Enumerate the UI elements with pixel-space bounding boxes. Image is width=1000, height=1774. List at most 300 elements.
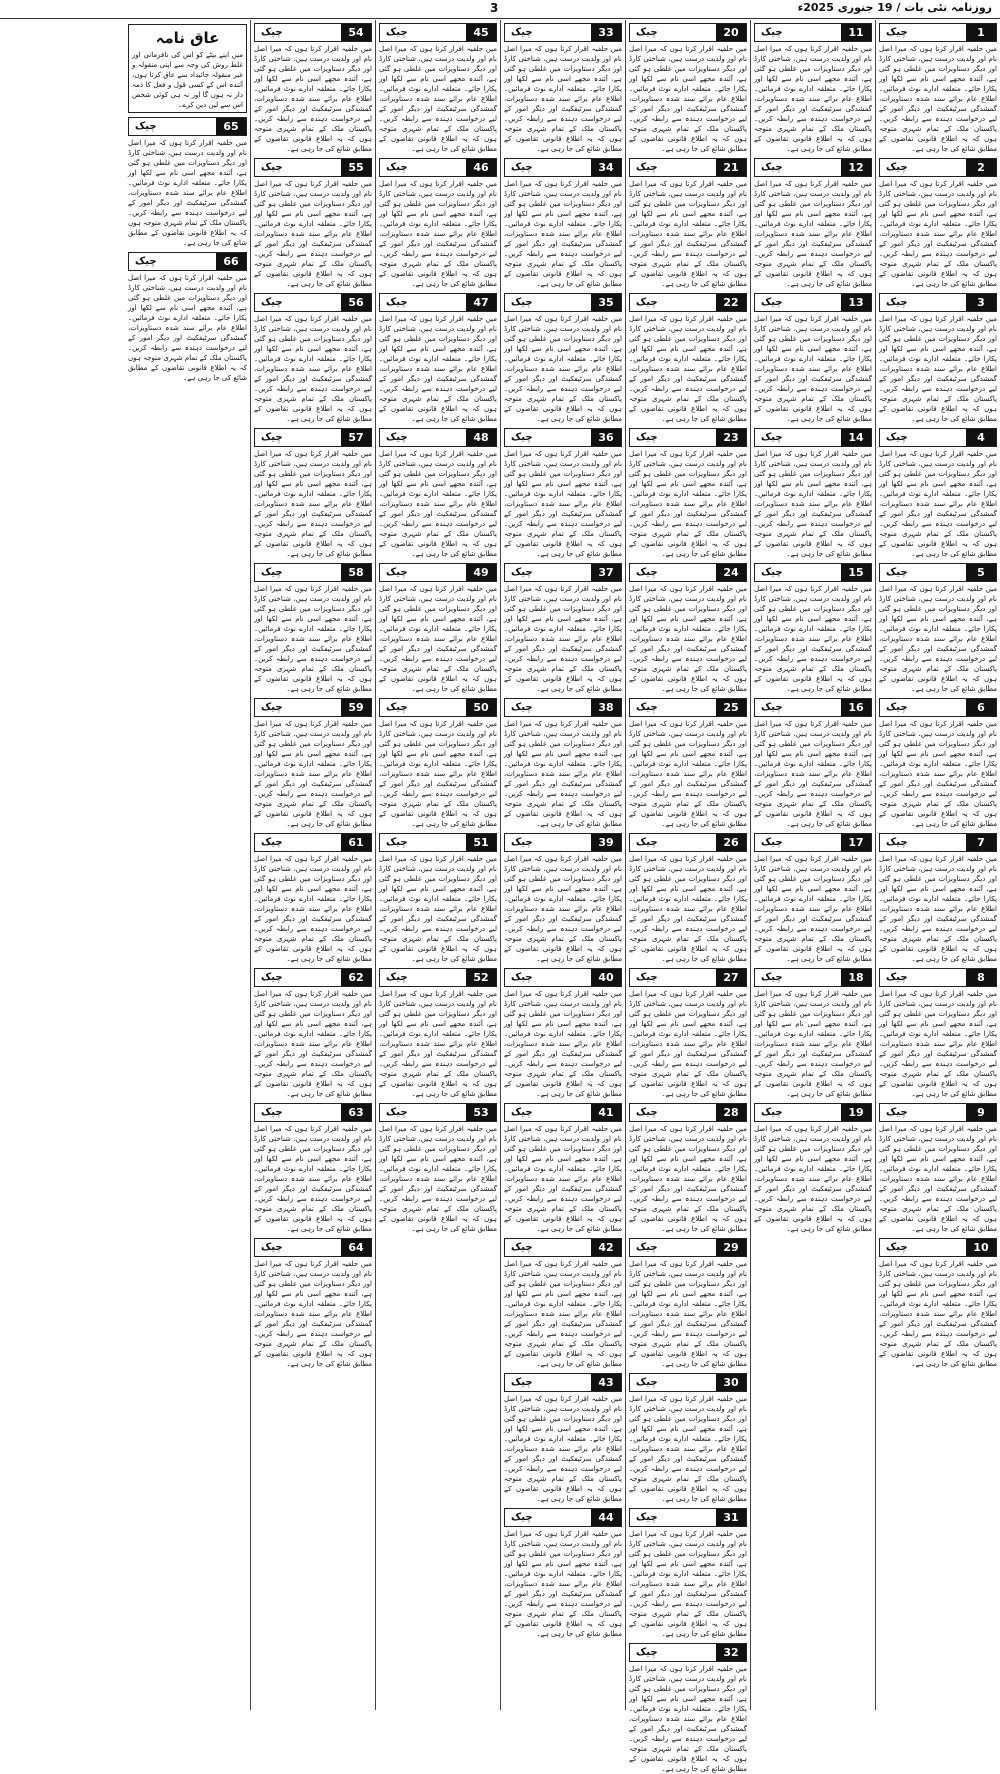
notice-item [879,698,997,829]
notice-item [254,428,372,559]
notice-number: 26 [716,834,746,851]
notice-header [629,158,747,177]
notice-header [504,1508,622,1527]
masthead [0,0,1000,19]
notice-text: میں حلفیہ اقرار کرتا ہوں کہ میرا اصل نام اور ولدیت درست ہیں، شناختی کارڈ اور دیگر دستاویزات میں غلطی ہو گئی ہے، آئندہ مجھے اسی نام سے لکھا اور پکارا جائے۔ متعلقہ ادارے نوٹ فرمائیں۔ اطلاع عام برائے سند شدہ دستاویزات، گمشدگی سرٹیفکیٹ اور دیگر امور کے لیے درخواست دہندہ سے رابطہ کریں۔ پاکستان ملک کے تمام شہری متوجہ ہوں کہ یہ اطلاع قانونی تقاضوں کے مطابق شائع کی جا رہی ہے۔ [254,585,372,693]
notice-text: میں حلفیہ اقرار کرتا ہوں کہ میرا اصل نام اور ولدیت درست ہیں، شناختی کارڈ اور دیگر دستاویزات میں غلطی ہو گئی ہے، آئندہ مجھے اسی نام سے لکھا اور پکارا جائے۔ متعلقہ ادارے نوٹ فرمائیں۔ اطلاع عام برائے سند شدہ دستاویزات، گمشدگی سرٹیفکیٹ اور دیگر امور کے لیے درخواست دہندہ سے رابطہ کریں۔ پاکستان ملک کے تمام شہری متوجہ ہوں کہ یہ اطلاع قانونی تقاضوں کے مطابق شائع کی جا رہی ہے۔ [379,180,497,288]
notice-label: چیک [886,297,908,308]
notice-header [504,23,622,42]
notice-number: 11 [841,24,871,41]
notice-header [754,23,872,42]
notice-section [128,24,247,113]
notice-header [504,1373,622,1392]
notice-header [379,293,497,312]
notice-header [504,968,622,987]
notice-label: چیک [636,972,658,983]
notice-header [379,23,497,42]
notice-label: چیک [386,702,408,713]
notice-label: چیک [636,162,658,173]
notice-label: چیک [386,972,408,983]
notice-item [879,158,997,289]
notice-number: 48 [466,429,496,446]
notice-label: چیک [761,972,783,983]
notice-text: میں حلفیہ اقرار کرتا ہوں کہ میرا اصل نام اور ولدیت درست ہیں، شناختی کارڈ اور دیگر دستاویزات میں غلطی ہو گئی ہے، آئندہ مجھے اسی نام سے لکھا اور پکارا جائے۔ متعلقہ ادارے نوٹ فرمائیں۔ اطلاع عام برائے سند شدہ دستاویزات، گمشدگی سرٹیفکیٹ اور دیگر امور کے لیے درخواست دہندہ سے رابطہ کریں۔ پاکستان ملک کے تمام شہری متوجہ ہوں کہ یہ اطلاع قانونی تقاضوں کے مطابق شائع کی جا رہی ہے۔ [254,450,372,558]
notice-text: میں حلفیہ اقرار کرتا ہوں کہ میرا اصل نام اور ولدیت درست ہیں، شناختی کارڈ اور دیگر دستاویزات میں غلطی ہو گئی ہے، آئندہ مجھے اسی نام سے لکھا اور پکارا جائے۔ متعلقہ ادارے نوٹ فرمائیں۔ اطلاع عام برائے سند شدہ دستاویزات، گمشدگی سرٹیفکیٹ اور دیگر امور کے لیے درخواست دہندہ سے رابطہ کریں۔ پاکستان ملک کے تمام شہری متوجہ ہوں کہ یہ اطلاع قانونی تقاضوں کے مطابق شائع کی جا رہی ہے۔ [504,990,622,1098]
notice-header [629,23,747,42]
column-4 [500,20,625,1710]
notice-number: 43 [591,1374,621,1391]
notice-item [754,1103,872,1234]
notice-label: چیک [511,1107,533,1118]
notice-text: میں حلفیہ اقرار کرتا ہوں کہ میرا اصل نام اور ولدیت درست ہیں، شناختی کارڈ اور دیگر دستاویزات میں غلطی ہو گئی ہے، آئندہ مجھے اسی نام سے لکھا اور پکارا جائے۔ متعلقہ ادارے نوٹ فرمائیں۔ اطلاع عام برائے سند شدہ دستاویزات، گمشدگی سرٹیفکیٹ اور دیگر امور کے لیے درخواست دہندہ سے رابطہ کریں۔ پاکستان ملک کے تمام شہری متوجہ ہوں کہ یہ اطلاع قانونی تقاضوں کے مطابق شائع کی جا رہی ہے۔ [754,855,872,963]
notice-label: چیک [511,432,533,443]
notice-item [629,1373,747,1504]
column-6 [250,20,375,1710]
notice-item [754,158,872,289]
notice-header [754,428,872,447]
notice-item [504,1238,622,1369]
notice-item [379,698,497,829]
notice-label: چیک [886,567,908,578]
notice-item [629,23,747,154]
notice-text: میں حلفیہ اقرار کرتا ہوں کہ میرا اصل نام اور ولدیت درست ہیں، شناختی کارڈ اور دیگر دستاویزات میں غلطی ہو گئی ہے، آئندہ مجھے اسی نام سے لکھا اور پکارا جائے۔ متعلقہ ادارے نوٹ فرمائیں۔ اطلاع عام برائے سند شدہ دستاویزات، گمشدگی سرٹیفکیٹ اور دیگر امور کے لیے درخواست دہندہ سے رابطہ کریں۔ پاکستان ملک کے تمام شہری متوجہ ہوں کہ یہ اطلاع قانونی تقاضوں کے مطابق شائع کی جا رہی ہے۔ [879,450,997,558]
notice-label: چیک [636,1647,658,1658]
notice-number: 18 [841,969,871,986]
notice-text: میں حلفیہ اقرار کرتا ہوں کہ میرا اصل نام اور ولدیت درست ہیں، شناختی کارڈ اور دیگر دستاویزات میں غلطی ہو گئی ہے، آئندہ مجھے اسی نام سے لکھا اور پکارا جائے۔ متعلقہ ادارے نوٹ فرمائیں۔ اطلاع عام برائے سند شدہ دستاویزات، گمشدگی سرٹیفکیٹ اور دیگر امور کے لیے درخواست دہندہ سے رابطہ کریں۔ پاکستان ملک کے تمام شہری متوجہ ہوں کہ یہ اطلاع قانونی تقاضوں کے مطابق شائع کی جا رہی ہے۔ [254,855,372,963]
notice-text: میں حلفیہ اقرار کرتا ہوں کہ میرا اصل نام اور ولدیت درست ہیں، شناختی کارڈ اور دیگر دستاویزات میں غلطی ہو گئی ہے، آئندہ مجھے اسی نام سے لکھا اور پکارا جائے۔ متعلقہ ادارے نوٹ فرمائیں۔ اطلاع عام برائے سند شدہ دستاویزات، گمشدگی سرٹیفکیٹ اور دیگر امور کے لیے درخواست دہندہ سے رابطہ کریں۔ پاکستان ملک کے تمام شہری متوجہ ہوں کہ یہ اطلاع قانونی تقاضوں کے مطابق شائع کی جا رہی ہے۔ [754,450,872,558]
notice-number: 28 [716,1104,746,1121]
notice-label: چیک [761,567,783,578]
notice-text: میں حلفیہ اقرار کرتا ہوں کہ میرا اصل نام اور ولدیت درست ہیں، شناختی کارڈ اور دیگر دستاویزات میں غلطی ہو گئی ہے، آئندہ مجھے اسی نام سے لکھا اور پکارا جائے۔ متعلقہ ادارے نوٹ فرمائیں۔ اطلاع عام برائے سند شدہ دستاویزات، گمشدگی سرٹیفکیٹ اور دیگر امور کے لیے درخواست دہندہ سے رابطہ کریں۔ پاکستان ملک کے تمام شہری متوجہ ہوں کہ یہ اطلاع قانونی تقاضوں کے مطابق شائع کی جا رہی ہے۔ [379,720,497,828]
notice-header [504,293,622,312]
notice-item [754,428,872,559]
notice-number: 6 [966,699,996,716]
notice-header [879,698,997,717]
notice-number: 23 [716,429,746,446]
notice-label: چیک [761,1107,783,1118]
notice-number: 47 [466,294,496,311]
notice-label: چیک [261,162,283,173]
notice-text: میں حلفیہ اقرار کرتا ہوں کہ میرا اصل نام اور ولدیت درست ہیں، شناختی کارڈ اور دیگر دستاویزات میں غلطی ہو گئی ہے، آئندہ مجھے اسی نام سے لکھا اور پکارا جائے۔ متعلقہ ادارے نوٹ فرمائیں۔ اطلاع عام برائے سند شدہ دستاویزات، گمشدگی سرٹیفکیٹ اور دیگر امور کے لیے درخواست دہندہ سے رابطہ کریں۔ پاکستان ملک کے تمام شہری متوجہ ہوں کہ یہ اطلاع قانونی تقاضوں کے مطابق شائع کی جا رہی ہے۔ [629,990,747,1098]
notice-text: میں حلفیہ اقرار کرتا ہوں کہ میرا اصل نام اور ولدیت درست ہیں، شناختی کارڈ اور دیگر دستاویزات میں غلطی ہو گئی ہے، آئندہ مجھے اسی نام سے لکھا اور پکارا جائے۔ متعلقہ ادارے نوٹ فرمائیں۔ اطلاع عام برائے سند شدہ دستاویزات، گمشدگی سرٹیفکیٹ اور دیگر امور کے لیے درخواست دہندہ سے رابطہ کریں۔ پاکستان ملک کے تمام شہری متوجہ ہوں کہ یہ اطلاع قانونی تقاضوں کے مطابق شائع کی جا رہی ہے۔ [754,45,872,153]
notice-item [754,563,872,694]
notice-label: چیک [511,837,533,848]
notice-item [629,563,747,694]
notice-label: چیک [261,432,283,443]
notice-number: 2 [966,159,996,176]
notice-header [879,428,997,447]
notice-label: چیک [761,702,783,713]
notice-item [379,1103,497,1234]
notice-item [254,23,372,154]
columns [0,20,1000,1773]
notice-text: میں حلفیہ اقرار کرتا ہوں کہ میرا اصل نام اور ولدیت درست ہیں، شناختی کارڈ اور دیگر دستاویزات میں غلطی ہو گئی ہے، آئندہ مجھے اسی نام سے لکھا اور پکارا جائے۔ متعلقہ ادارے نوٹ فرمائیں۔ اطلاع عام برائے سند شدہ دستاویزات، گمشدگی سرٹیفکیٹ اور دیگر امور کے لیے درخواست دہندہ سے رابطہ کریں۔ پاکستان ملک کے تمام شہری متوجہ ہوں کہ یہ اطلاع قانونی تقاضوں کے مطابق شائع کی جا رہی ہے۔ [879,1260,997,1368]
notice-header [754,968,872,987]
notice-header [879,968,997,987]
notice-label: چیک [636,1242,658,1253]
column-3 [625,20,750,1773]
notice-header [629,428,747,447]
notice-number: 63 [341,1104,371,1121]
notice-header [754,158,872,177]
notice-number: 8 [966,969,996,986]
notice-header [629,563,747,582]
notice-header [629,1373,747,1392]
notice-label: چیک [636,1107,658,1118]
notice-item [879,1238,997,1369]
notice-item [629,1238,747,1369]
notice-number: 54 [341,24,371,41]
notice-number: 9 [966,1104,996,1121]
notice-text: میں حلفیہ اقرار کرتا ہوں کہ میرا اصل نام اور ولدیت درست ہیں، شناختی کارڈ اور دیگر دستاویزات میں غلطی ہو گئی ہے، آئندہ مجھے اسی نام سے لکھا اور پکارا جائے۔ متعلقہ ادارے نوٹ فرمائیں۔ اطلاع عام برائے سند شدہ دستاویزات، گمشدگی سرٹیفکیٹ اور دیگر امور کے لیے درخواست دہندہ سے رابطہ کریں۔ پاکستان ملک کے تمام شہری متوجہ ہوں کہ یہ اطلاع قانونی تقاضوں کے مطابق شائع کی جا رہی ہے۔ [379,45,497,153]
notice-text: میں حلفیہ اقرار کرتا ہوں کہ میرا اصل نام اور ولدیت درست ہیں، شناختی کارڈ اور دیگر دستاویزات میں غلطی ہو گئی ہے، آئندہ مجھے اسی نام سے لکھا اور پکارا جائے۔ متعلقہ ادارے نوٹ فرمائیں۔ اطلاع عام برائے سند شدہ دستاویزات، گمشدگی سرٹیفکیٹ اور دیگر امور کے لیے درخواست دہندہ سے رابطہ کریں۔ پاکستان ملک کے تمام شہری متوجہ ہوں کہ یہ اطلاع قانونی تقاضوں کے مطابق شائع کی جا رہی ہے۔ [254,180,372,288]
notice-label: چیک [261,837,283,848]
notice-item [254,833,372,964]
notice-item [379,428,497,559]
notice-text: میں حلفیہ اقرار کرتا ہوں کہ میرا اصل نام اور ولدیت درست ہیں، شناختی کارڈ اور دیگر دستاویزات میں غلطی ہو گئی ہے، آئندہ مجھے اسی نام سے لکھا اور پکارا جائے۔ متعلقہ ادارے نوٹ فرمائیں۔ اطلاع عام برائے سند شدہ دستاویزات، گمشدگی سرٹیفکیٹ اور دیگر امور کے لیے درخواست دہندہ سے رابطہ کریں۔ پاکستان ملک کے تمام شہری متوجہ ہوں کہ یہ اطلاع قانونی تقاضوں کے مطابق شائع کی جا رہی ہے۔ [504,45,622,153]
notice-header [629,833,747,852]
notice-item [379,293,497,424]
notice-text: میں حلفیہ اقرار کرتا ہوں کہ میرا اصل نام اور ولدیت درست ہیں، شناختی کارڈ اور دیگر دستاویزات میں غلطی ہو گئی ہے، آئندہ مجھے اسی نام سے لکھا اور پکارا جائے۔ متعلقہ ادارے نوٹ فرمائیں۔ اطلاع عام برائے سند شدہ دستاویزات، گمشدگی سرٹیفکیٹ اور دیگر امور کے لیے درخواست دہندہ سے رابطہ کریں۔ پاکستان ملک کے تمام شہری متوجہ ہوں کہ یہ اطلاع قانونی تقاضوں کے مطابق شائع کی جا رہی ہے۔ [879,45,997,153]
notice-label: چیک [386,567,408,578]
notice-item [629,293,747,424]
notice-text: میں حلفیہ اقرار کرتا ہوں کہ میرا اصل نام اور ولدیت درست ہیں، شناختی کارڈ اور دیگر دستاویزات میں غلطی ہو گئی ہے، آئندہ مجھے اسی نام سے لکھا اور پکارا جائے۔ متعلقہ ادارے نوٹ فرمائیں۔ اطلاع عام برائے سند شدہ دستاویزات، گمشدگی سرٹیفکیٹ اور دیگر امور کے لیے درخواست دہندہ سے رابطہ کریں۔ پاکستان ملک کے تمام شہری متوجہ ہوں کہ یہ اطلاع قانونی تقاضوں کے مطابق شائع کی جا رہی ہے۔ [504,1530,622,1638]
notice-number: 29 [716,1239,746,1256]
notice-label: چیک [511,1512,533,1523]
column-1 [875,20,1000,1710]
notice-text: میں حلفیہ اقرار کرتا ہوں کہ میرا اصل نام اور ولدیت درست ہیں، شناختی کارڈ اور دیگر دستاویزات میں غلطی ہو گئی ہے، آئندہ مجھے اسی نام سے لکھا اور پکارا جائے۔ متعلقہ ادارے نوٹ فرمائیں۔ اطلاع عام برائے سند شدہ دستاویزات، گمشدگی سرٹیفکیٹ اور دیگر امور کے لیے درخواست دہندہ سے رابطہ کریں۔ پاکستان ملک کے تمام شہری متوجہ ہوں کہ یہ اطلاع قانونی تقاضوں کے مطابق شائع کی جا رہی ہے۔ [504,450,622,558]
notice-header [629,1643,747,1662]
notice-header [379,968,497,987]
notice-header [879,23,997,42]
notice-number: 65 [216,118,246,135]
notice-header [379,428,497,447]
notice-text: میں حلفیہ اقرار کرتا ہوں کہ میرا اصل نام اور ولدیت درست ہیں، شناختی کارڈ اور دیگر دستاویزات میں غلطی ہو گئی ہے، آئندہ مجھے اسی نام سے لکھا اور پکارا جائے۔ متعلقہ ادارے نوٹ فرمائیں۔ اطلاع عام برائے سند شدہ دستاویزات، گمشدگی سرٹیفکیٹ اور دیگر امور کے لیے درخواست دہندہ سے رابطہ کریں۔ پاکستان ملک کے تمام شہری متوجہ ہوں کہ یہ اطلاع قانونی تقاضوں کے مطابق شائع کی جا رہی ہے۔ [504,315,622,423]
notice-label: چیک [886,1242,908,1253]
notice-label: چیک [761,837,783,848]
notice-item [504,698,622,829]
notice-text: میں حلفیہ اقرار کرتا ہوں کہ میرا اصل نام اور ولدیت درست ہیں، شناختی کارڈ اور دیگر دستاویزات میں غلطی ہو گئی ہے، آئندہ مجھے اسی نام سے لکھا اور پکارا جائے۔ متعلقہ ادارے نوٹ فرمائیں۔ اطلاع عام برائے سند شدہ دستاویزات، گمشدگی سرٹیفکیٹ اور دیگر امور کے لیے درخواست دہندہ سے رابطہ کریں۔ پاکستان ملک کے تمام شہری متوجہ ہوں کہ یہ اطلاع قانونی تقاضوں کے مطابق شائع کی جا رہی ہے۔ [879,1125,997,1233]
notice-header [254,698,372,717]
notice-text: میں حلفیہ اقرار کرتا ہوں کہ میرا اصل نام اور ولدیت درست ہیں، شناختی کارڈ اور دیگر دستاویزات میں غلطی ہو گئی ہے، آئندہ مجھے اسی نام سے لکھا اور پکارا جائے۔ متعلقہ ادارے نوٹ فرمائیں۔ اطلاع عام برائے سند شدہ دستاویزات، گمشدگی سرٹیفکیٹ اور دیگر امور کے لیے درخواست دہندہ سے رابطہ کریں۔ پاکستان ملک کے تمام شہری متوجہ ہوں کہ یہ اطلاع قانونی تقاضوں کے مطابق شائع کی جا رہی ہے۔ [128,139,247,247]
section-title: عاق نامہ [155,29,220,47]
notice-header [754,698,872,717]
notice-number: 51 [466,834,496,851]
notice-item [504,563,622,694]
notice-number: 38 [591,699,621,716]
paper-dateline: روزنامہ نئی بات / 19 جنوری 2025ء [797,1,992,14]
notice-label: چیک [886,837,908,848]
notice-number: 57 [341,429,371,446]
notice-header [754,563,872,582]
notice-label: چیک [886,27,908,38]
notice-number: 27 [716,969,746,986]
notice-label: چیک [511,972,533,983]
notice-number: 35 [591,294,621,311]
notice-item [254,968,372,1099]
notice-header [879,833,997,852]
notice-number: 61 [341,834,371,851]
notice-item [379,833,497,964]
notice-number: 19 [841,1104,871,1121]
notice-header [879,563,997,582]
notice-number: 17 [841,834,871,851]
notice-text: میں حلفیہ اقرار کرتا ہوں کہ میرا اصل نام اور ولدیت درست ہیں، شناختی کارڈ اور دیگر دستاویزات میں غلطی ہو گئی ہے، آئندہ مجھے اسی نام سے لکھا اور پکارا جائے۔ متعلقہ ادارے نوٹ فرمائیں۔ اطلاع عام برائے سند شدہ دستاویزات، گمشدگی سرٹیفکیٹ اور دیگر امور کے لیے درخواست دہندہ سے رابطہ کریں۔ پاکستان ملک کے تمام شہری متوجہ ہوں کہ یہ اطلاع قانونی تقاضوں کے مطابق شائع کی جا رہی ہے۔ [754,585,872,693]
notice-label: چیک [386,837,408,848]
notice-number: 52 [466,969,496,986]
notice-label: چیک [261,27,283,38]
notice-header [254,293,372,312]
notice-number: 42 [591,1239,621,1256]
notice-number: 3 [966,294,996,311]
notice-text: میں حلفیہ اقرار کرتا ہوں کہ میرا اصل نام اور ولدیت درست ہیں، شناختی کارڈ اور دیگر دستاویزات میں غلطی ہو گئی ہے، آئندہ مجھے اسی نام سے لکھا اور پکارا جائے۔ متعلقہ ادارے نوٹ فرمائیں۔ اطلاع عام برائے سند شدہ دستاویزات، گمشدگی سرٹیفکیٹ اور دیگر امور کے لیے درخواست دہندہ سے رابطہ کریں۔ پاکستان ملک کے تمام شہری متوجہ ہوں کہ یہ اطلاع قانونی تقاضوں کے مطابق شائع کی جا رہی ہے۔ [754,1125,872,1233]
notice-number: 1 [966,24,996,41]
notice-number: 30 [716,1374,746,1391]
notice-item [254,563,372,694]
notice-header [754,833,872,852]
notice-label: چیک [636,27,658,38]
notice-number: 15 [841,564,871,581]
notice-item [254,293,372,424]
notice-label: چیک [636,1512,658,1523]
notice-number: 62 [341,969,371,986]
notice-label: چیک [511,702,533,713]
notice-item [879,1103,997,1234]
notice-label: چیک [261,972,283,983]
notice-header [754,1103,872,1122]
notice-number: 50 [466,699,496,716]
notice-header [879,1103,997,1122]
notice-header [504,1238,622,1257]
notice-text: میں حلفیہ اقرار کرتا ہوں کہ میرا اصل نام اور ولدیت درست ہیں، شناختی کارڈ اور دیگر دستاویزات میں غلطی ہو گئی ہے، آئندہ مجھے اسی نام سے لکھا اور پکارا جائے۔ متعلقہ ادارے نوٹ فرمائیں۔ اطلاع عام برائے سند شدہ دستاویزات، گمشدگی سرٹیفکیٹ اور دیگر امور کے لیے درخواست دہندہ سے رابطہ کریں۔ پاکستان ملک کے تمام شہری متوجہ ہوں کہ یہ اطلاع قانونی تقاضوں کے مطابق شائع کی جا رہی ہے۔ [254,315,372,423]
notice-number: 25 [716,699,746,716]
notice-label: چیک [261,702,283,713]
notice-label: چیک [135,121,157,132]
notice-number: 66 [216,253,246,270]
notice-label: چیک [261,1107,283,1118]
notice-header [629,1238,747,1257]
notice-number: 45 [466,24,496,41]
notice-item [254,158,372,289]
notice-item [504,1508,622,1639]
notice-header [379,833,497,852]
notice-header [504,833,622,852]
notice-header [254,428,372,447]
notice-number: 24 [716,564,746,581]
notice-label: چیک [386,1107,408,1118]
notice-number: 12 [841,159,871,176]
notice-number: 39 [591,834,621,851]
notice-label: چیک [636,1377,658,1388]
notice-item [879,428,997,559]
notice-number: 40 [591,969,621,986]
notice-header [504,1103,622,1122]
notice-text: میں حلفیہ اقرار کرتا ہوں کہ میرا اصل نام اور ولدیت درست ہیں، شناختی کارڈ اور دیگر دستاویزات میں غلطی ہو گئی ہے، آئندہ مجھے اسی نام سے لکھا اور پکارا جائے۔ متعلقہ ادارے نوٹ فرمائیں۔ اطلاع عام برائے سند شدہ دستاویزات، گمشدگی سرٹیفکیٹ اور دیگر امور کے لیے درخواست دہندہ سے رابطہ کریں۔ پاکستان ملک کے تمام شہری متوجہ ہوں کہ یہ اطلاع قانونی تقاضوں کے مطابق شائع کی جا رہی ہے۔ [629,855,747,963]
notice-number: 32 [716,1644,746,1661]
notice-item [254,1103,372,1234]
notice-header [379,1103,497,1122]
notice-label: چیک [261,297,283,308]
notice-text: میں حلفیہ اقرار کرتا ہوں کہ میرا اصل نام اور ولدیت درست ہیں، شناختی کارڈ اور دیگر دستاویزات میں غلطی ہو گئی ہے، آئندہ مجھے اسی نام سے لکھا اور پکارا جائے۔ متعلقہ ادارے نوٹ فرمائیں۔ اطلاع عام برائے سند شدہ دستاویزات، گمشدگی سرٹیفکیٹ اور دیگر امور کے لیے درخواست دہندہ سے رابطہ کریں۔ پاکستان ملک کے تمام شہری متوجہ ہوں کہ یہ اطلاع قانونی تقاضوں کے مطابق شائع کی جا رہی ہے۔ [629,1260,747,1368]
notice-item [754,833,872,964]
section-text: میں اپنے بیٹے کو اس کی نافرمانی اور غلط روش کی وجہ سے اپنی منقولہ و غیر منقولہ جائیداد سے عاق کرتا ہوں، آئندہ اس کے کسی قول و فعل کا ذمہ دار نہ ہوں گا اور نہ ہی کوئی شخص اس سے لین دین کرے۔ [132,51,243,109]
notice-text: میں حلفیہ اقرار کرتا ہوں کہ میرا اصل نام اور ولدیت درست ہیں، شناختی کارڈ اور دیگر دستاویزات میں غلطی ہو گئی ہے، آئندہ مجھے اسی نام سے لکھا اور پکارا جائے۔ متعلقہ ادارے نوٹ فرمائیں۔ اطلاع عام برائے سند شدہ دستاویزات، گمشدگی سرٹیفکیٹ اور دیگر امور کے لیے درخواست دہندہ سے رابطہ کریں۔ پاکستان ملک کے تمام شہری متوجہ ہوں کہ یہ اطلاع قانونی تقاضوں کے مطابق شائع کی جا رہی ہے۔ [254,1125,372,1233]
notice-label: چیک [761,162,783,173]
notice-text: میں حلفیہ اقرار کرتا ہوں کہ میرا اصل نام اور ولدیت درست ہیں، شناختی کارڈ اور دیگر دستاویزات میں غلطی ہو گئی ہے، آئندہ مجھے اسی نام سے لکھا اور پکارا جائے۔ متعلقہ ادارے نوٹ فرمائیں۔ اطلاع عام برائے سند شدہ دستاویزات، گمشدگی سرٹیفکیٹ اور دیگر امور کے لیے درخواست دہندہ سے رابطہ کریں۔ پاکستان ملک کے تمام شہری متوجہ ہوں کہ یہ اطلاع قانونی تقاضوں کے مطابق شائع کی جا رہی ہے۔ [879,585,997,693]
notice-header [379,698,497,717]
notice-label: چیک [386,432,408,443]
notice-header [754,293,872,312]
notice-text: میں حلفیہ اقرار کرتا ہوں کہ میرا اصل نام اور ولدیت درست ہیں، شناختی کارڈ اور دیگر دستاویزات میں غلطی ہو گئی ہے، آئندہ مجھے اسی نام سے لکھا اور پکارا جائے۔ متعلقہ ادارے نوٹ فرمائیں۔ اطلاع عام برائے سند شدہ دستاویزات، گمشدگی سرٹیفکیٹ اور دیگر امور کے لیے درخواست دہندہ سے رابطہ کریں۔ پاکستان ملک کے تمام شہری متوجہ ہوں کہ یہ اطلاع قانونی تقاضوں کے مطابق شائع کی جا رہی ہے۔ [629,1395,747,1503]
notice-item [879,293,997,424]
notice-label: چیک [386,27,408,38]
notice-label: چیک [886,1107,908,1118]
notice-label: چیک [511,1242,533,1253]
notice-header [254,158,372,177]
notice-header [254,1103,372,1122]
notice-number: 21 [716,159,746,176]
notice-text: میں حلفیہ اقرار کرتا ہوں کہ میرا اصل نام اور ولدیت درست ہیں، شناختی کارڈ اور دیگر دستاویزات میں غلطی ہو گئی ہے، آئندہ مجھے اسی نام سے لکھا اور پکارا جائے۔ متعلقہ ادارے نوٹ فرمائیں۔ اطلاع عام برائے سند شدہ دستاویزات، گمشدگی سرٹیفکیٹ اور دیگر امور کے لیے درخواست دہندہ سے رابطہ کریں۔ پاکستان ملک کے تمام شہری متوجہ ہوں کہ یہ اطلاع قانونی تقاضوں کے مطابق شائع کی جا رہی ہے۔ [879,720,997,828]
notice-text: میں حلفیہ اقرار کرتا ہوں کہ میرا اصل نام اور ولدیت درست ہیں، شناختی کارڈ اور دیگر دستاویزات میں غلطی ہو گئی ہے، آئندہ مجھے اسی نام سے لکھا اور پکارا جائے۔ متعلقہ ادارے نوٹ فرمائیں۔ اطلاع عام برائے سند شدہ دستاویزات، گمشدگی سرٹیفکیٹ اور دیگر امور کے لیے درخواست دہندہ سے رابطہ کریں۔ پاکستان ملک کے تمام شہری متوجہ ہوں کہ یہ اطلاع قانونی تقاضوں کے مطابق شائع کی جا رہی ہے۔ [504,1125,622,1233]
notice-text: میں حلفیہ اقرار کرتا ہوں کہ میرا اصل نام اور ولدیت درست ہیں، شناختی کارڈ اور دیگر دستاویزات میں غلطی ہو گئی ہے، آئندہ مجھے اسی نام سے لکھا اور پکارا جائے۔ متعلقہ ادارے نوٹ فرمائیں۔ اطلاع عام برائے سند شدہ دستاویزات، گمشدگی سرٹیفکیٹ اور دیگر امور کے لیے درخواست دہندہ سے رابطہ کریں۔ پاکستان ملک کے تمام شہری متوجہ ہوں کہ یہ اطلاع قانونی تقاضوں کے مطابق شائع کی جا رہی ہے۔ [379,990,497,1098]
notice-label: چیک [636,702,658,713]
notice-item [754,293,872,424]
notice-item [629,833,747,964]
notice-number: 10 [966,1239,996,1256]
notice-number: 4 [966,429,996,446]
notice-number: 37 [591,564,621,581]
notice-text: میں حلفیہ اقرار کرتا ہوں کہ میرا اصل نام اور ولدیت درست ہیں، شناختی کارڈ اور دیگر دستاویزات میں غلطی ہو گئی ہے، آئندہ مجھے اسی نام سے لکھا اور پکارا جائے۔ متعلقہ ادارے نوٹ فرمائیں۔ اطلاع عام برائے سند شدہ دستاویزات، گمشدگی سرٹیفکیٹ اور دیگر امور کے لیے درخواست دہندہ سے رابطہ کریں۔ پاکستان ملک کے تمام شہری متوجہ ہوں کہ یہ اطلاع قانونی تقاضوں کے مطابق شائع کی جا رہی ہے۔ [754,315,872,423]
notice-number: 31 [716,1509,746,1526]
notice-number: 59 [341,699,371,716]
notice-header [879,1238,997,1257]
notice-label: چیک [886,432,908,443]
notice-item [629,1508,747,1639]
notice-number: 56 [341,294,371,311]
notice-header [629,968,747,987]
notice-text: میں حلفیہ اقرار کرتا ہوں کہ میرا اصل نام اور ولدیت درست ہیں، شناختی کارڈ اور دیگر دستاویزات میں غلطی ہو گئی ہے، آئندہ مجھے اسی نام سے لکھا اور پکارا جائے۔ متعلقہ ادارے نوٹ فرمائیں۔ اطلاع عام برائے سند شدہ دستاویزات، گمشدگی سرٹیفکیٹ اور دیگر امور کے لیے درخواست دہندہ سے رابطہ کریں۔ پاکستان ملک کے تمام شہری متوجہ ہوں کہ یہ اطلاع قانونی تقاضوں کے مطابق شائع کی جا رہی ہے۔ [254,45,372,153]
notice-text: میں حلفیہ اقرار کرتا ہوں کہ میرا اصل نام اور ولدیت درست ہیں، شناختی کارڈ اور دیگر دستاویزات میں غلطی ہو گئی ہے، آئندہ مجھے اسی نام سے لکھا اور پکارا جائے۔ متعلقہ ادارے نوٹ فرمائیں۔ اطلاع عام برائے سند شدہ دستاویزات، گمشدگی سرٹیفکیٹ اور دیگر امور کے لیے درخواست دہندہ سے رابطہ کریں۔ پاکستان ملک کے تمام شہری متوجہ ہوں کہ یہ اطلاع قانونی تقاضوں کے مطابق شائع کی جا رہی ہے۔ [754,990,872,1098]
notice-text: میں حلفیہ اقرار کرتا ہوں کہ میرا اصل نام اور ولدیت درست ہیں، شناختی کارڈ اور دیگر دستاویزات میں غلطی ہو گئی ہے، آئندہ مجھے اسی نام سے لکھا اور پکارا جائے۔ متعلقہ ادارے نوٹ فرمائیں۔ اطلاع عام برائے سند شدہ دستاویزات، گمشدگی سرٹیفکیٹ اور دیگر امور کے لیے درخواست دہندہ سے رابطہ کریں۔ پاکستان ملک کے تمام شہری متوجہ ہوں کہ یہ اطلاع قانونی تقاضوں کے مطابق شائع کی جا رہی ہے۔ [629,180,747,288]
notice-header [629,293,747,312]
notice-header [504,698,622,717]
notice-label: چیک [886,702,908,713]
notice-number: 22 [716,294,746,311]
notice-label: چیک [886,972,908,983]
notice-number: 44 [591,1509,621,1526]
notice-text: میں حلفیہ اقرار کرتا ہوں کہ میرا اصل نام اور ولدیت درست ہیں، شناختی کارڈ اور دیگر دستاویزات میں غلطی ہو گئی ہے، آئندہ مجھے اسی نام سے لکھا اور پکارا جائے۔ متعلقہ ادارے نوٹ فرمائیں۔ اطلاع عام برائے سند شدہ دستاویزات، گمشدگی سرٹیفکیٹ اور دیگر امور کے لیے درخواست دہندہ سے رابطہ کریں۔ پاکستان ملک کے تمام شہری متوجہ ہوں کہ یہ اطلاع قانونی تقاضوں کے مطابق شائع کی جا رہی ہے۔ [254,1260,372,1368]
notice-number: 34 [591,159,621,176]
notice-label: چیک [261,1242,283,1253]
column-7 [125,20,250,1710]
notice-number: 7 [966,834,996,851]
notice-number: 46 [466,159,496,176]
notice-text: میں حلفیہ اقرار کرتا ہوں کہ میرا اصل نام اور ولدیت درست ہیں، شناختی کارڈ اور دیگر دستاویزات میں غلطی ہو گئی ہے، آئندہ مجھے اسی نام سے لکھا اور پکارا جائے۔ متعلقہ ادارے نوٹ فرمائیں۔ اطلاع عام برائے سند شدہ دستاویزات، گمشدگی سرٹیفکیٹ اور دیگر امور کے لیے درخواست دہندہ سے رابطہ کریں۔ پاکستان ملک کے تمام شہری متوجہ ہوں کہ یہ اطلاع قانونی تقاضوں کے مطابق شائع کی جا رہی ہے۔ [629,585,747,693]
column-2 [750,20,875,1710]
notice-header [254,968,372,987]
notice-header [879,293,997,312]
notice-item [629,1643,747,1774]
notice-header [504,563,622,582]
notice-header [504,158,622,177]
notice-text: میں حلفیہ اقرار کرتا ہوں کہ میرا اصل نام اور ولدیت درست ہیں، شناختی کارڈ اور دیگر دستاویزات میں غلطی ہو گئی ہے، آئندہ مجھے اسی نام سے لکھا اور پکارا جائے۔ متعلقہ ادارے نوٹ فرمائیں۔ اطلاع عام برائے سند شدہ دستاویزات، گمشدگی سرٹیفکیٹ اور دیگر امور کے لیے درخواست دہندہ سے رابطہ کریں۔ پاکستان ملک کے تمام شہری متوجہ ہوں کہ یہ اطلاع قانونی تقاضوں کے مطابق شائع کی جا رہی ہے۔ [379,585,497,693]
notice-text: میں حلفیہ اقرار کرتا ہوں کہ میرا اصل نام اور ولدیت درست ہیں، شناختی کارڈ اور دیگر دستاویزات میں غلطی ہو گئی ہے، آئندہ مجھے اسی نام سے لکھا اور پکارا جائے۔ متعلقہ ادارے نوٹ فرمائیں۔ اطلاع عام برائے سند شدہ دستاویزات، گمشدگی سرٹیفکیٹ اور دیگر امور کے لیے درخواست دہندہ سے رابطہ کریں۔ پاکستان ملک کے تمام شہری متوجہ ہوں کہ یہ اطلاع قانونی تقاضوں کے مطابق شائع کی جا رہی ہے۔ [504,1260,622,1368]
notice-item [379,563,497,694]
notice-text: میں حلفیہ اقرار کرتا ہوں کہ میرا اصل نام اور ولدیت درست ہیں، شناختی کارڈ اور دیگر دستاویزات میں غلطی ہو گئی ہے، آئندہ مجھے اسی نام سے لکھا اور پکارا جائے۔ متعلقہ ادارے نوٹ فرمائیں۔ اطلاع عام برائے سند شدہ دستاویزات، گمشدگی سرٹیفکیٹ اور دیگر امور کے لیے درخواست دہندہ سے رابطہ کریں۔ پاکستان ملک کے تمام شہری متوجہ ہوں کہ یہ اطلاع قانونی تقاضوں کے مطابق شائع کی جا رہی ہے۔ [629,315,747,423]
notice-number: 53 [466,1104,496,1121]
notice-label: چیک [386,297,408,308]
notice-item [504,968,622,1099]
notice-item [879,23,997,154]
notice-text: میں حلفیہ اقرار کرتا ہوں کہ میرا اصل نام اور ولدیت درست ہیں، شناختی کارڈ اور دیگر دستاویزات میں غلطی ہو گئی ہے، آئندہ مجھے اسی نام سے لکھا اور پکارا جائے۔ متعلقہ ادارے نوٹ فرمائیں۔ اطلاع عام برائے سند شدہ دستاویزات، گمشدگی سرٹیفکیٹ اور دیگر امور کے لیے درخواست دہندہ سے رابطہ کریں۔ پاکستان ملک کے تمام شہری متوجہ ہوں کہ یہ اطلاع قانونی تقاضوں کے مطابق شائع کی جا رہی ہے۔ [504,855,622,963]
column-5 [375,20,500,1710]
notice-number: 20 [716,24,746,41]
notice-number: 49 [466,564,496,581]
notice-text: میں حلفیہ اقرار کرتا ہوں کہ میرا اصل نام اور ولدیت درست ہیں، شناختی کارڈ اور دیگر دستاویزات میں غلطی ہو گئی ہے، آئندہ مجھے اسی نام سے لکھا اور پکارا جائے۔ متعلقہ ادارے نوٹ فرمائیں۔ اطلاع عام برائے سند شدہ دستاویزات، گمشدگی سرٹیفکیٹ اور دیگر امور کے لیے درخواست دہندہ سے رابطہ کریں۔ پاکستان ملک کے تمام شہری متوجہ ہوں کہ یہ اطلاع قانونی تقاضوں کے مطابق شائع کی جا رہی ہے۔ [629,1125,747,1233]
notice-item [379,968,497,1099]
notice-item [254,698,372,829]
notice-header [629,1508,747,1527]
notice-label: چیک [886,162,908,173]
notice-text: میں حلفیہ اقرار کرتا ہوں کہ میرا اصل نام اور ولدیت درست ہیں، شناختی کارڈ اور دیگر دستاویزات میں غلطی ہو گئی ہے، آئندہ مجھے اسی نام سے لکھا اور پکارا جائے۔ متعلقہ ادارے نوٹ فرمائیں۔ اطلاع عام برائے سند شدہ دستاویزات، گمشدگی سرٹیفکیٹ اور دیگر امور کے لیے درخواست دہندہ سے رابطہ کریں۔ پاکستان ملک کے تمام شہری متوجہ ہوں کہ یہ اطلاع قانونی تقاضوں کے مطابق شائع کی جا رہی ہے۔ [629,450,747,558]
notice-text: میں حلفیہ اقرار کرتا ہوں کہ میرا اصل نام اور ولدیت درست ہیں، شناختی کارڈ اور دیگر دستاویزات میں غلطی ہو گئی ہے، آئندہ مجھے اسی نام سے لکھا اور پکارا جائے۔ متعلقہ ادارے نوٹ فرمائیں۔ اطلاع عام برائے سند شدہ دستاویزات، گمشدگی سرٹیفکیٹ اور دیگر امور کے لیے درخواست دہندہ سے رابطہ کریں۔ پاکستان ملک کے تمام شہری متوجہ ہوں کہ یہ اطلاع قانونی تقاضوں کے مطابق شائع کی جا رہی ہے۔ [379,855,497,963]
notice-item [504,1373,622,1504]
notice-text: میں حلفیہ اقرار کرتا ہوں کہ میرا اصل نام اور ولدیت درست ہیں، شناختی کارڈ اور دیگر دستاویزات میں غلطی ہو گئی ہے، آئندہ مجھے اسی نام سے لکھا اور پکارا جائے۔ متعلقہ ادارے نوٹ فرمائیں۔ اطلاع عام برائے سند شدہ دستاویزات، گمشدگی سرٹیفکیٹ اور دیگر امور کے لیے درخواست دہندہ سے رابطہ کریں۔ پاکستان ملک کے تمام شہری متوجہ ہوں کہ یہ اطلاع قانونی تقاضوں کے مطابق شائع کی جا رہی ہے۔ [629,720,747,828]
notice-text: میں حلفیہ اقرار کرتا ہوں کہ میرا اصل نام اور ولدیت درست ہیں، شناختی کارڈ اور دیگر دستاویزات میں غلطی ہو گئی ہے، آئندہ مجھے اسی نام سے لکھا اور پکارا جائے۔ متعلقہ ادارے نوٹ فرمائیں۔ اطلاع عام برائے سند شدہ دستاویزات، گمشدگی سرٹیفکیٹ اور دیگر امور کے لیے درخواست دہندہ سے رابطہ کریں۔ پاکستان ملک کے تمام شہری متوجہ ہوں کہ یہ اطلاع قانونی تقاضوں کے مطابق شائع کی جا رہی ہے۔ [629,45,747,153]
notice-item [504,833,622,964]
notice-text: میں حلفیہ اقرار کرتا ہوں کہ میرا اصل نام اور ولدیت درست ہیں، شناختی کارڈ اور دیگر دستاویزات میں غلطی ہو گئی ہے، آئندہ مجھے اسی نام سے لکھا اور پکارا جائے۔ متعلقہ ادارے نوٹ فرمائیں۔ اطلاع عام برائے سند شدہ دستاویزات، گمشدگی سرٹیفکیٹ اور دیگر امور کے لیے درخواست دہندہ سے رابطہ کریں۔ پاکستان ملک کے تمام شہری متوجہ ہوں کہ یہ اطلاع قانونی تقاضوں کے مطابق شائع کی جا رہی ہے۔ [379,1125,497,1233]
notice-text: میں حلفیہ اقرار کرتا ہوں کہ میرا اصل نام اور ولدیت درست ہیں، شناختی کارڈ اور دیگر دستاویزات میں غلطی ہو گئی ہے، آئندہ مجھے اسی نام سے لکھا اور پکارا جائے۔ متعلقہ ادارے نوٹ فرمائیں۔ اطلاع عام برائے سند شدہ دستاویزات، گمشدگی سرٹیفکیٹ اور دیگر امور کے لیے درخواست دہندہ سے رابطہ کریں۔ پاکستان ملک کے تمام شہری متوجہ ہوں کہ یہ اطلاع قانونی تقاضوں کے مطابق شائع کی جا رہی ہے۔ [254,990,372,1098]
notice-item [754,968,872,1099]
notice-number: 14 [841,429,871,446]
notice-label: چیک [511,27,533,38]
notice-item [754,698,872,829]
notice-header [254,833,372,852]
notice-label: چیک [386,162,408,173]
notice-label: چیک [761,432,783,443]
notice-item [504,428,622,559]
notice-text: میں حلفیہ اقرار کرتا ہوں کہ میرا اصل نام اور ولدیت درست ہیں، شناختی کارڈ اور دیگر دستاویزات میں غلطی ہو گئی ہے، آئندہ مجھے اسی نام سے لکھا اور پکارا جائے۔ متعلقہ ادارے نوٹ فرمائیں۔ اطلاع عام برائے سند شدہ دستاویزات، گمشدگی سرٹیفکیٹ اور دیگر امور کے لیے درخواست دہندہ سے رابطہ کریں۔ پاکستان ملک کے تمام شہری متوجہ ہوں کہ یہ اطلاع قانونی تقاضوں کے مطابق شائع کی جا رہی ہے۔ [879,180,997,288]
notice-number: 33 [591,24,621,41]
notice-label: چیک [636,432,658,443]
notice-item [379,23,497,154]
notice-text: میں حلفیہ اقرار کرتا ہوں کہ میرا اصل نام اور ولدیت درست ہیں، شناختی کارڈ اور دیگر دستاویزات میں غلطی ہو گئی ہے، آئندہ مجھے اسی نام سے لکھا اور پکارا جائے۔ متعلقہ ادارے نوٹ فرمائیں۔ اطلاع عام برائے سند شدہ دستاویزات، گمشدگی سرٹیفکیٹ اور دیگر امور کے لیے درخواست دہندہ سے رابطہ کریں۔ پاکستان ملک کے تمام شہری متوجہ ہوں کہ یہ اطلاع قانونی تقاضوں کے مطابق شائع کی جا رہی ہے۔ [754,720,872,828]
notice-label: چیک [761,27,783,38]
notice-label: چیک [511,1377,533,1388]
notice-label: چیک [261,567,283,578]
notice-text: میں حلفیہ اقرار کرتا ہوں کہ میرا اصل نام اور ولدیت درست ہیں، شناختی کارڈ اور دیگر دستاویزات میں غلطی ہو گئی ہے، آئندہ مجھے اسی نام سے لکھا اور پکارا جائے۔ متعلقہ ادارے نوٹ فرمائیں۔ اطلاع عام برائے سند شدہ دستاویزات، گمشدگی سرٹیفکیٹ اور دیگر امور کے لیے درخواست دہندہ سے رابطہ کریں۔ پاکستان ملک کے تمام شہری متوجہ ہوں کہ یہ اطلاع قانونی تقاضوں کے مطابق شائع کی جا رہی ہے۔ [504,585,622,693]
notice-header [504,428,622,447]
notice-number: 64 [341,1239,371,1256]
notice-item [629,968,747,1099]
notice-item [128,252,247,383]
notice-label: چیک [761,297,783,308]
notice-header [254,563,372,582]
notice-label: چیک [511,567,533,578]
notice-number: 58 [341,564,371,581]
notice-text: میں حلفیہ اقرار کرتا ہوں کہ میرا اصل نام اور ولدیت درست ہیں، شناختی کارڈ اور دیگر دستاویزات میں غلطی ہو گئی ہے، آئندہ مجھے اسی نام سے لکھا اور پکارا جائے۔ متعلقہ ادارے نوٹ فرمائیں۔ اطلاع عام برائے سند شدہ دستاویزات، گمشدگی سرٹیفکیٹ اور دیگر امور کے لیے درخواست دہندہ سے رابطہ کریں۔ پاکستان ملک کے تمام شہری متوجہ ہوں کہ یہ اطلاع قانونی تقاضوں کے مطابق شائع کی جا رہی ہے۔ [379,315,497,423]
notice-item [504,293,622,424]
notice-header [254,1238,372,1257]
notice-item [254,1238,372,1369]
notice-text: میں حلفیہ اقرار کرتا ہوں کہ میرا اصل نام اور ولدیت درست ہیں، شناختی کارڈ اور دیگر دستاویزات میں غلطی ہو گئی ہے، آئندہ مجھے اسی نام سے لکھا اور پکارا جائے۔ متعلقہ ادارے نوٹ فرمائیں۔ اطلاع عام برائے سند شدہ دستاویزات، گمشدگی سرٹیفکیٹ اور دیگر امور کے لیے درخواست دہندہ سے رابطہ کریں۔ پاکستان ملک کے تمام شہری متوجہ ہوں کہ یہ اطلاع قانونی تقاضوں کے مطابق شائع کی جا رہی ہے۔ [879,315,997,423]
notice-item [128,117,247,248]
notice-header [629,1103,747,1122]
notice-text: میں حلفیہ اقرار کرتا ہوں کہ میرا اصل نام اور ولدیت درست ہیں، شناختی کارڈ اور دیگر دستاویزات میں غلطی ہو گئی ہے، آئندہ مجھے اسی نام سے لکھا اور پکارا جائے۔ متعلقہ ادارے نوٹ فرمائیں۔ اطلاع عام برائے سند شدہ دستاویزات، گمشدگی سرٹیفکیٹ اور دیگر امور کے لیے درخواست دہندہ سے رابطہ کریں۔ پاکستان ملک کے تمام شہری متوجہ ہوں کہ یہ اطلاع قانونی تقاضوں کے مطابق شائع کی جا رہی ہے۔ [879,855,997,963]
notice-number: 36 [591,429,621,446]
notice-header [879,158,997,177]
notice-text: میں حلفیہ اقرار کرتا ہوں کہ میرا اصل نام اور ولدیت درست ہیں، شناختی کارڈ اور دیگر دستاویزات میں غلطی ہو گئی ہے، آئندہ مجھے اسی نام سے لکھا اور پکارا جائے۔ متعلقہ ادارے نوٹ فرمائیں۔ اطلاع عام برائے سند شدہ دستاویزات، گمشدگی سرٹیفکیٹ اور دیگر امور کے لیے درخواست دہندہ سے رابطہ کریں۔ پاکستان ملک کے تمام شہری متوجہ ہوں کہ یہ اطلاع قانونی تقاضوں کے مطابق شائع کی جا رہی ہے۔ [128,274,247,382]
